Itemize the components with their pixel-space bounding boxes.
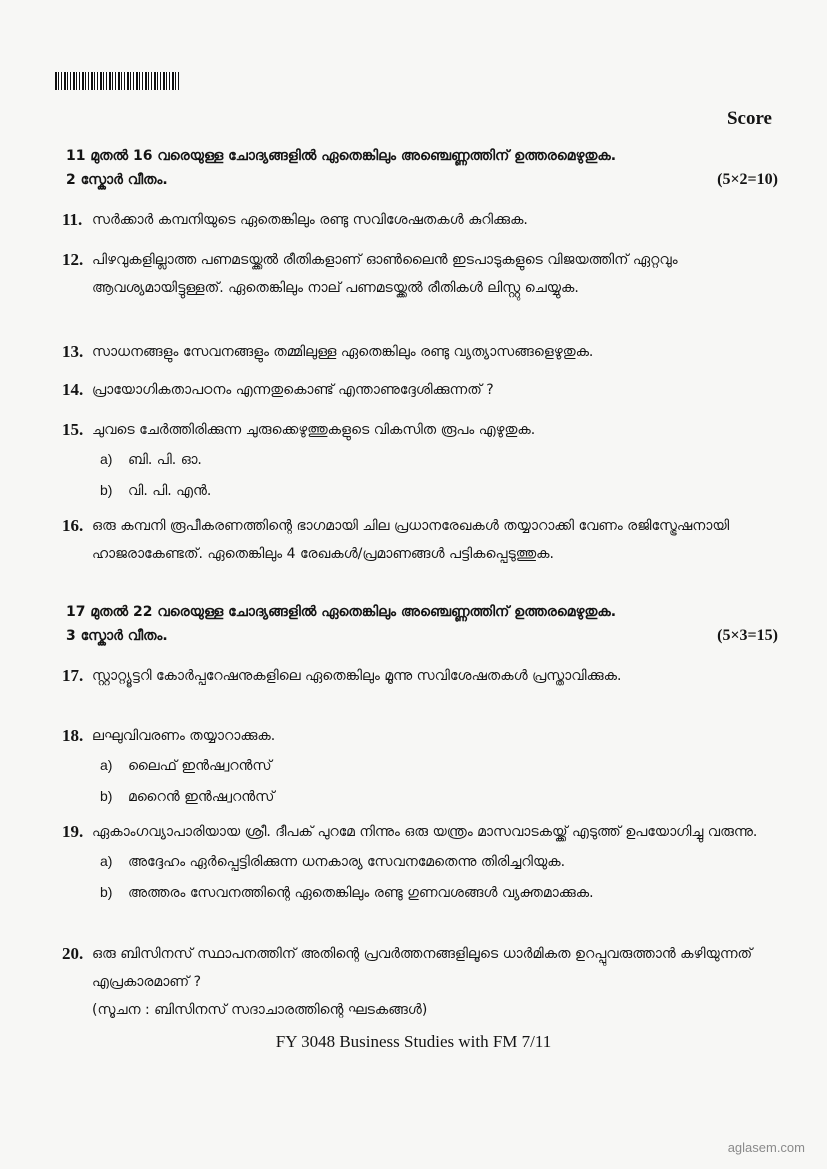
section-1-marks: (5×2=10) [717, 171, 778, 188]
question-19 [62, 818, 772, 908]
option-text: അത്തരം സേവനത്തിന്റെ ഏതെങ്കിലും രണ്ടു ഗുണവശങ്ങൾ വ്യക്തമാക്കുക. [128, 885, 594, 901]
option-a [100, 444, 772, 475]
option-b [100, 877, 772, 908]
question-text: ഏകാംഗവ്യാപാരിയായ ശ്രീ. ദീപക് പുറമേ നിന്നും ഒരു യന്ത്രം മാസവാടകയ്ക്ക് എടുത്ത് ഉപയോഗിച്ചു വരുന്നു. [92, 824, 758, 840]
question-number: 13. [62, 342, 84, 361]
option-label: a) [100, 757, 113, 773]
section-1-header [66, 144, 778, 192]
question-15 [62, 416, 772, 506]
option-label: b) [100, 788, 113, 804]
option-a [100, 846, 772, 877]
question-text: സ്റ്റാറ്റ്യൂട്ടറി കോർപ്പറേഷനുകളിലെ ഏതെങ്കിലും മൂന്നു സവിശേഷതകൾ പ്രസ്താവിക്കുക. [92, 668, 622, 684]
question-number: 12. [62, 250, 84, 269]
option-text: ബി. പി. ഓ. [128, 452, 202, 468]
section-2-score-line: 3 സ്കോർ വീതം. [66, 628, 168, 644]
option-label: a) [100, 451, 113, 467]
question-text: ഒരു കമ്പനി രൂപീകരണത്തിന്റെ ഭാഗമായി ചില പ്രധാനരേഖകൾ തയ്യാറാക്കി വേണം രജിസ്ട്രേഷനായി ഹാജരാകേണ്ടത്. ഏതെങ്കിലും 4 രേഖകൾ/പ്രമാണങ്ങൾ പട്ടികപ്പെടുത്തുക. [92, 518, 730, 562]
question-hint: (സൂചന : ബിസിനസ് സദാചാരത്തിന്റെ ഘടകങ്ങൾ) [92, 1002, 428, 1018]
score-label: Score [726, 108, 772, 129]
barcode [55, 72, 179, 90]
question-text: ചുവടെ ചേർത്തിരിക്കുന്ന ചുരുക്കെഴുത്തുകളുടെ വികസിത രൂപം എഴുതുക. [92, 422, 536, 438]
watermark: aglasem.com [727, 1140, 805, 1155]
question-16 [62, 512, 772, 568]
option-label: a) [100, 853, 113, 869]
question-number: 16. [62, 516, 84, 535]
question-text: ലഘുവിവരണം തയ്യാറാക്കുക. [92, 728, 276, 744]
option-text: മറൈൻ ഇൻഷ്വറൻസ് [128, 789, 275, 805]
question-number: 11. [62, 210, 83, 229]
question-text: സർക്കാർ കമ്പനിയുടെ ഏതെങ്കിലും രണ്ടു സവിശേഷതകൾ കുറിക്കുക. [92, 212, 528, 228]
section-2-marks: (5×3=15) [717, 627, 778, 644]
option-text: അദ്ദേഹം ഏർപ്പെട്ടിരിക്കുന്ന ധനകാര്യ സേവനമേതെന്നു തിരിച്ചറിയുക. [128, 854, 566, 870]
question-17 [62, 662, 772, 690]
question-12 [62, 246, 772, 302]
option-b [100, 475, 772, 506]
section-1-instruction: 11 മുതൽ 16 വരെയുള്ള ചോദ്യങ്ങളിൽ ഏതെങ്കിലും അഞ്ചെണ്ണത്തിന് ഉത്തരമെഴുതുക. [66, 148, 617, 164]
question-text: സാധനങ്ങളും സേവനങ്ങളും തമ്മിലുള്ള ഏതെങ്കിലും രണ്ടു വ്യത്യാസങ്ങളെഴുതുക. [92, 344, 594, 360]
question-number: 18. [62, 726, 84, 745]
question-20 [62, 940, 772, 1024]
section-2-instruction: 17 മുതൽ 22 വരെയുള്ള ചോദ്യങ്ങളിൽ ഏതെങ്കിലും അഞ്ചെണ്ണത്തിന് ഉത്തരമെഴുതുക. [66, 604, 617, 620]
question-13 [62, 338, 772, 366]
option-text: വി. പി. എൻ. [128, 483, 212, 499]
question-text: പ്രായോഗികതാപഠനം എന്നതുകൊണ്ട് എന്താണുദ്ദേശിക്കുന്നത് ? [92, 382, 494, 398]
question-number: 14. [62, 380, 84, 399]
question-11 [62, 206, 772, 234]
section-1-score-line: 2 സ്കോർ വീതം. [66, 172, 168, 188]
question-number: 20. [62, 944, 84, 963]
question-text: പിഴവുകളില്ലാത്ത പണമടയ്ക്കൽ രീതികളാണ് ഓൺലൈൻ ഇടപാടുകളുടെ വിജയത്തിന് ഏറ്റവും ആവശ്യമായിട്ടുള്ളത്. ഏതെങ്കിലും നാല് പണമടയ്ക്കൽ രീതികൾ ലിസ്റ്റു ചെയ്യുക. [92, 252, 678, 296]
question-14 [62, 376, 772, 404]
question-number: 15. [62, 420, 84, 439]
option-label: b) [100, 884, 113, 900]
page-footer: FY 3048 Business Studies with FM 7/11 [275, 1032, 552, 1051]
option-label: b) [100, 482, 113, 498]
question-text: ഒരു ബിസിനസ് സ്ഥാപനത്തിന് അതിന്റെ പ്രവർത്തനങ്ങളിലൂടെ ധാർമികത ഉറപ്പുവരുത്താൻ കഴിയുന്നത് എപ്രകാരമാണ് ? [92, 946, 753, 990]
option-a [100, 750, 772, 781]
question-18 [62, 722, 772, 812]
section-2-header [66, 600, 778, 648]
question-number: 19. [62, 822, 84, 841]
option-b [100, 781, 772, 812]
question-number: 17. [62, 666, 84, 685]
option-text: ലൈഫ് ഇൻഷ്വറൻസ് [128, 758, 272, 774]
